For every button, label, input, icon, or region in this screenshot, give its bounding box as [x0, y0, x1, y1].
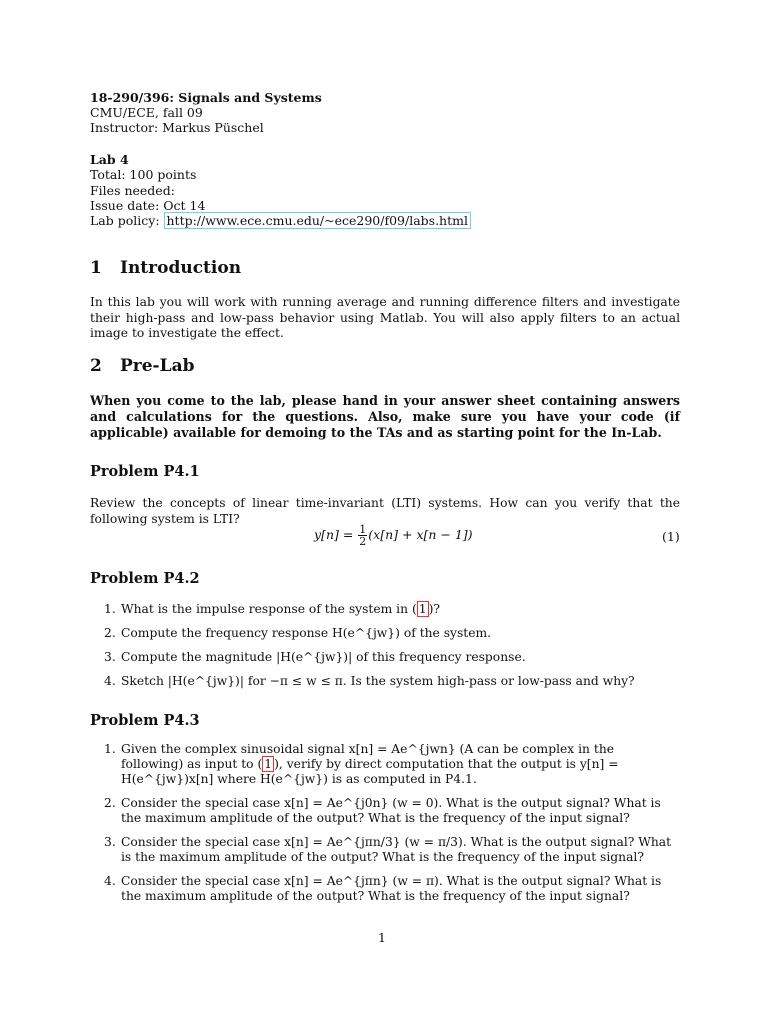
list-item	[90, 835, 680, 865]
item-number: 1.	[104, 602, 116, 616]
instructor: Instructor: Markus Püschel	[90, 120, 264, 135]
equation-ref-link[interactable]: 1	[418, 602, 427, 616]
item-text: Consider the special case x[n] = Ae^{jπn} (w = π). What is the output signal? What is the maximum amplitude of the output? What is the frequency of the input signal?	[121, 874, 662, 903]
item-text: Compute the frequency response H(e^{jw}) of the system.	[121, 626, 492, 640]
prelab-instructions: When you come to the lab, please hand in your answer sheet containing answers and calculations for the questions. Also, make sure you have your code (if applicable) available for demoing to the TAs and as starting point for the In-Lab.	[90, 393, 680, 440]
equation-number: (1)	[662, 529, 680, 544]
school-term: CMU/ECE, fall 09	[90, 105, 203, 120]
lab-files: Files needed:	[90, 182, 175, 198]
section-title: Introduction	[120, 258, 242, 278]
item-number: 4.	[104, 874, 116, 888]
equation-lhs: y[n] =	[314, 527, 358, 542]
lab-info	[90, 152, 471, 228]
lab-issue-date: Issue date: Oct 14	[90, 197, 206, 213]
section-title: Pre-Lab	[120, 356, 195, 376]
list-item	[90, 874, 680, 904]
item-text: Consider the special case x[n] = Ae^{jπn/3} (w = π/3). What is the output signal? What is the maximum amplitude of the output? What is the frequency of the input signal?	[121, 835, 672, 864]
problem-4-2-list	[90, 602, 680, 698]
equation-ref-link[interactable]: 1	[264, 757, 273, 771]
lab-title: Lab 4	[90, 152, 129, 167]
section-prelab-heading	[90, 356, 194, 376]
item-number: 4.	[104, 674, 116, 688]
list-item	[90, 650, 680, 665]
item-number: 3.	[104, 650, 116, 664]
item-number: 2.	[104, 796, 116, 810]
page-number: 1	[378, 930, 386, 945]
list-item	[90, 674, 680, 689]
item-text: Given the complex sinusoidal signal x[n] = Ae^{jwn} (A can be complex in the following) as input to (	[121, 742, 615, 771]
problem-4-1-text: Review the concepts of linear time-invariant (LTI) systems. How can you verify that the following system is LTI?	[90, 496, 680, 526]
item-text: What is the impulse response of the system in (	[121, 602, 417, 616]
item-number: 2.	[104, 626, 116, 640]
course-header	[90, 90, 322, 135]
equation-fraction	[358, 524, 367, 547]
list-item	[90, 602, 680, 617]
lab-policy	[90, 213, 471, 228]
fraction-numerator: 1	[359, 523, 367, 536]
introduction-text: In this lab you will work with running average and running difference filters and investigate their high-pass and low-pass behavior using Matlab. You will also apply filters to an actual image to investigate the effect.	[90, 295, 680, 340]
item-text: Sketch |H(e^{jw})| for −π ≤ w ≤ π. Is the system high-pass or low-pass and why?	[121, 674, 635, 688]
equation-rhs: (x[n] + x[n − 1])	[368, 527, 473, 542]
lab-policy-label: Lab policy:	[90, 213, 164, 229]
fraction-denominator: 2	[359, 535, 367, 548]
section-number: 1	[90, 258, 102, 278]
item-number: 3.	[104, 835, 116, 849]
item-text-end: )?	[428, 602, 440, 616]
item-text: Compute the magnitude |H(e^{jw})| of this frequency response.	[121, 650, 526, 664]
item-text-end: ), verify by direct computation that the output is y[n] = H(e^{jw})x[n] where H(e^{jw}) is as computed in P4.1.	[121, 757, 619, 786]
lab-policy-link[interactable]: http://www.ece.cmu.edu/~ece290/f09/labs.html	[164, 212, 471, 229]
item-text: Consider the special case x[n] = Ae^{j0n} (w = 0). What is the output signal? What is the maximum amplitude of the output? What is the frequency of the input signal?	[121, 796, 661, 825]
equation-1	[314, 524, 473, 547]
problem-4-2-title: Problem P4.2	[90, 570, 200, 587]
list-item	[90, 796, 680, 826]
lab-total: Total: 100 points	[90, 167, 197, 183]
item-number: 1.	[104, 742, 116, 756]
problem-4-1-title: Problem P4.1	[90, 463, 200, 480]
list-item	[90, 626, 680, 641]
course-title: 18-290/396: Signals and Systems	[90, 90, 322, 105]
problem-4-3-list	[90, 742, 680, 913]
section-number: 2	[90, 356, 102, 376]
list-item	[90, 742, 680, 787]
problem-4-3-title: Problem P4.3	[90, 712, 200, 729]
section-introduction-heading	[90, 258, 241, 278]
